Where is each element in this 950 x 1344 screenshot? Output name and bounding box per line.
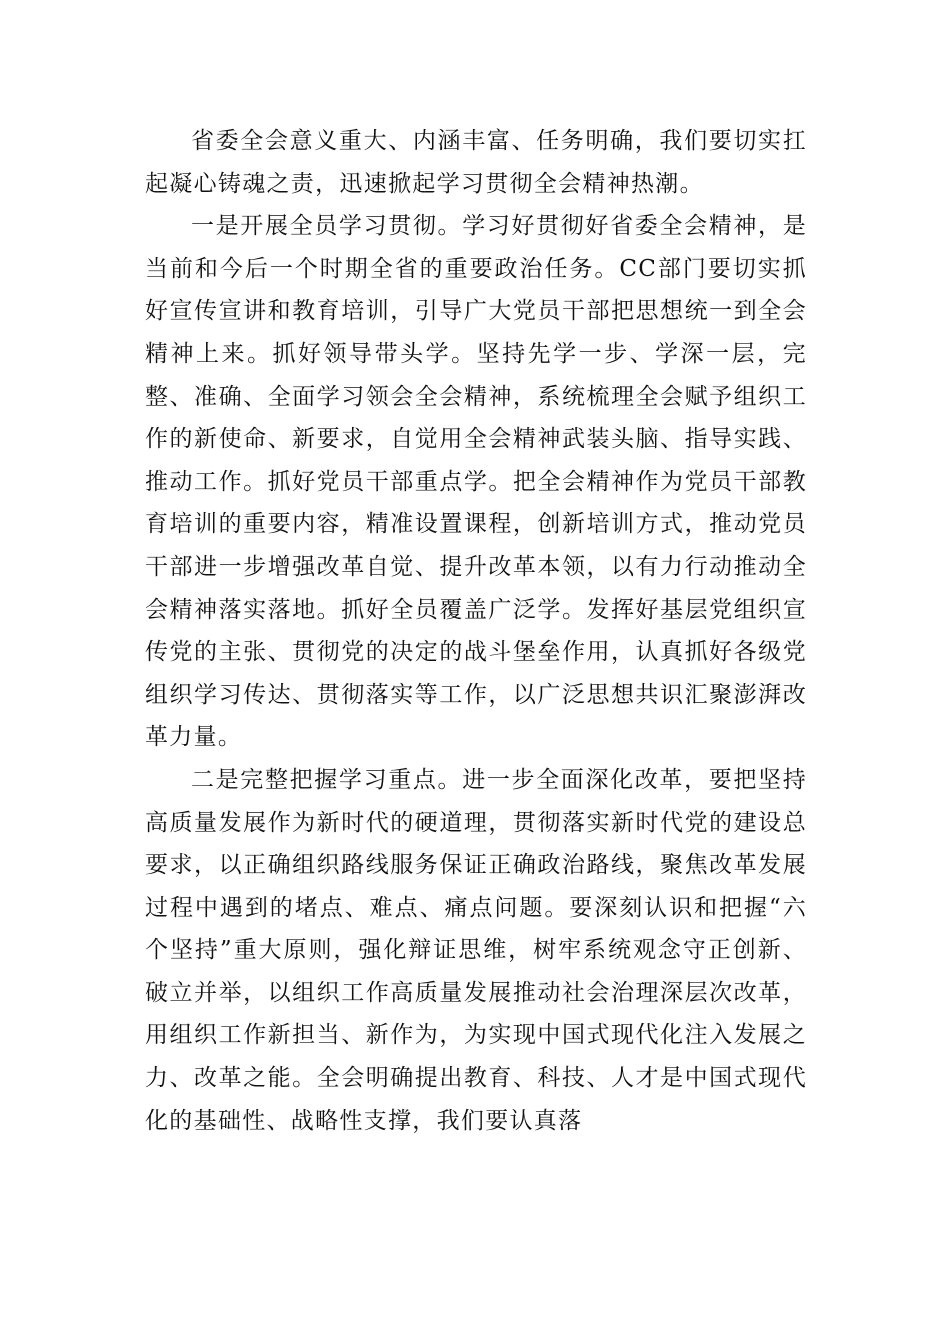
paragraph-study-key-points: 二是完整把握学习重点。进一步全面深化改革，要把坚持高质量发展作为新时代的硬道理，贯彻落实新时代党的建设总要求，以正确组织路线服务保证正确政治路线，聚焦改革发展过程中遇到的堵点、难点、痛点问题。要深刻认识和把握“六个坚持”重大原则，强化辩证思维，树牢系统观念守正创新、破立并举，以组织工作高质量发展推动社会治理深层次改革，用组织工作新担当、新作为，为实现中国式现代化注入发展之力、改革之能。全会明确提出教育、科技、人才是中国式现代化的基础性、战略性支撑，我们要认真落: [145, 766, 807, 1134]
paragraph-study-all-members: 一是开展全员学习贯彻。学习好贯彻好省委全会精神，是当前和今后一个时期全省的重要政治任务。CC部门要切实抓好宣传宣讲和教育培训，引导广大党员干部把思想统一到全会精神上来。抓好领导带头学。坚持先学一步、学深一层，完整、准确、全面学习领会全会精神，系统梳理全会赋予组织工作的新使命、新要求，自觉用全会精神武装头脑、指导实践、推动工作。抓好党员干部重点学。把全会精神作为党员干部教育培训的重要内容，精准设置课程，创新培训方式，推动党员干部进一步增强改革自觉、提升改革本领，以有力行动推动全会精神落实落地。抓好全员覆盖广泛学。发挥好基层党组织宣传党的主张、贯彻党的决定的战斗堡垒作用，认真抓好各级党组织学习传达、贯彻落实等工作，以广泛思想共识汇聚澎湃改革力量。: [145, 213, 807, 751]
document-body: [145, 120, 807, 1142]
paragraph-intro: 省委全会意义重大、内涵丰富、任务明确，我们要切实扛起凝心铸魂之责，迅速掀起学习贯彻全会精神热潮。: [145, 128, 807, 197]
